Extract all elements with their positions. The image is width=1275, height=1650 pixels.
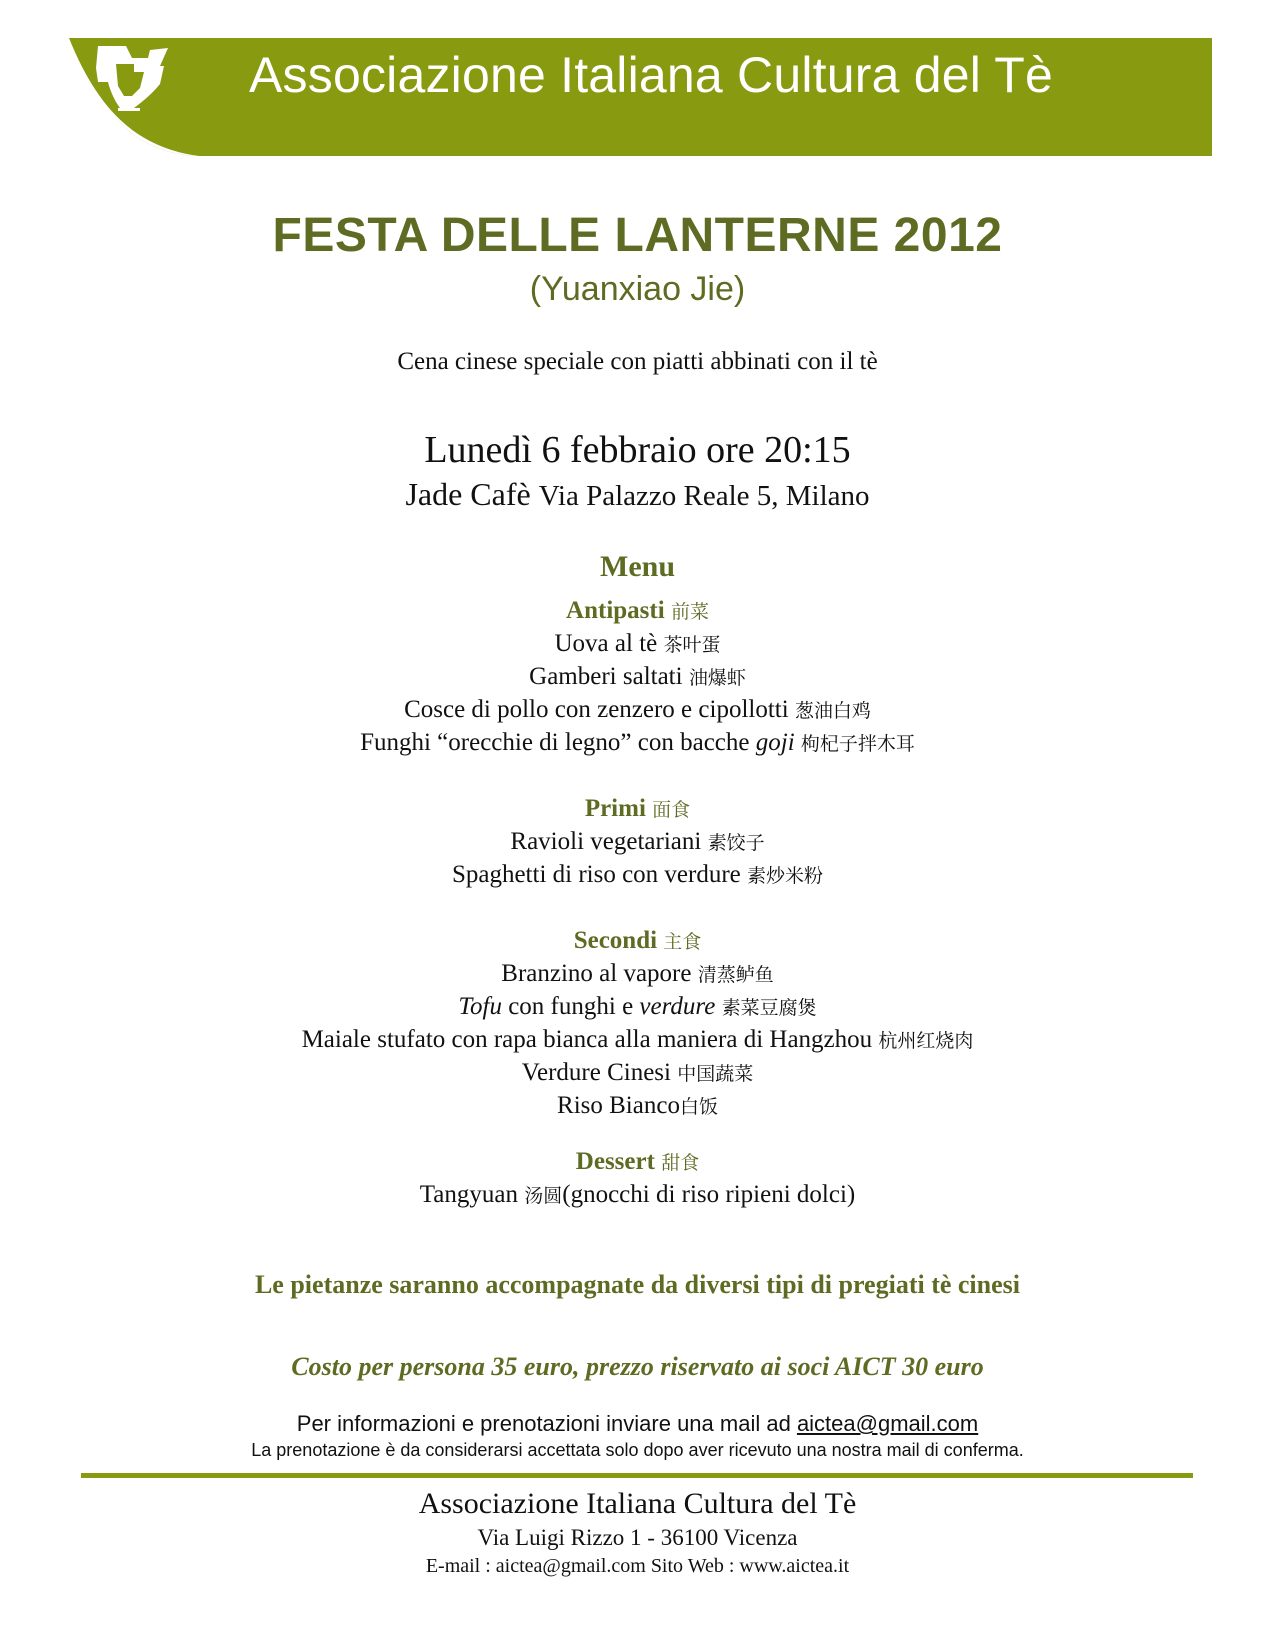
menu-item bbox=[0, 1056, 1275, 1089]
menu-title: Menu bbox=[600, 550, 675, 583]
menu-section-antipasti bbox=[0, 594, 1275, 759]
section-name-cn: 甜食 bbox=[661, 1152, 700, 1174]
dish-name: Verdure Cinesi bbox=[521, 1059, 671, 1086]
menu-item bbox=[0, 825, 1275, 858]
footer-contacts: E-mail : aictea@gmail.com Sito Web : www.aictea.it bbox=[425, 1555, 850, 1577]
dish-name-cn: 清蒸鲈鱼 bbox=[697, 964, 774, 986]
section-name: Dessert bbox=[575, 1148, 655, 1175]
header-banner bbox=[44, 38, 1212, 156]
dish-name: Uova al tè bbox=[554, 630, 658, 657]
menu-item bbox=[0, 693, 1275, 726]
dish-name-italic-prefix: Tofu bbox=[458, 993, 502, 1020]
dish-name: Tangyuan bbox=[419, 1181, 518, 1208]
dish-name-cn: 汤圆 bbox=[524, 1185, 563, 1207]
section-heading bbox=[0, 792, 1275, 825]
menu-section-secondi bbox=[0, 924, 1275, 1122]
tea-pairing-note: Le pietanze saranno accompagnate da diversi tipi di pregiati tè cinesi bbox=[254, 1270, 1021, 1299]
event-intro: Cena cinese speciale con piatti abbinati con il tè bbox=[397, 348, 878, 375]
booking-info-text: Per informazioni e prenotazioni inviare una mail ad bbox=[296, 1411, 791, 1436]
dish-name-cn: 素饺子 bbox=[707, 832, 765, 854]
dish-name: Maiale stufato con rapa bianca alla maniera di Hangzhou bbox=[301, 1026, 873, 1053]
menu-item bbox=[0, 726, 1275, 759]
footer-address: Via Luigi Rizzo 1 - 36100 Vicenza bbox=[477, 1525, 798, 1550]
booking-info bbox=[0, 1411, 1275, 1437]
dish-name: Riso Bianco bbox=[557, 1092, 680, 1119]
dish-name-cn: 素菜豆腐煲 bbox=[721, 997, 817, 1019]
section-name: Primi bbox=[584, 795, 646, 822]
menu-section-primi bbox=[0, 792, 1275, 891]
menu-item bbox=[0, 1089, 1275, 1122]
booking-confirmation-note: La prenotazione è da considerarsi accettata solo dopo aver ricevuto una nostra mail di conferma. bbox=[251, 1440, 1024, 1460]
menu-item bbox=[0, 1023, 1275, 1056]
menu-item bbox=[0, 1178, 1275, 1211]
dish-name: Ravioli vegetariani bbox=[510, 828, 702, 855]
menu-section-dessert bbox=[0, 1145, 1275, 1211]
section-name: Secondi bbox=[573, 927, 658, 954]
event-venue bbox=[0, 476, 1275, 513]
dish-name-italic: goji bbox=[755, 729, 795, 756]
dish-name: Spaghetti di riso con verdure bbox=[451, 861, 741, 888]
dish-name: Funghi “orecchie di legno” con bacche bbox=[360, 729, 750, 756]
dish-name-cn: 葱油白鸡 bbox=[794, 700, 871, 722]
dish-name-cn: 中国蔬菜 bbox=[677, 1063, 754, 1085]
dish-name: Gamberi saltati bbox=[529, 663, 683, 690]
dish-name-cn: 茶叶蛋 bbox=[663, 634, 721, 656]
section-name-cn: 主食 bbox=[663, 931, 702, 953]
section-name: Antipasti bbox=[566, 597, 665, 624]
menu-item bbox=[0, 627, 1275, 660]
venue-name: Jade Cafè bbox=[405, 476, 531, 512]
section-heading bbox=[0, 1145, 1275, 1178]
footer-org-name: Associazione Italiana Cultura del Tè bbox=[418, 1487, 857, 1520]
price-line: Costo per persona 35 euro, prezzo riservato ai soci AICT 30 euro bbox=[291, 1352, 984, 1381]
dish-name-cn: 白饭 bbox=[679, 1096, 718, 1118]
venue-address: Via Palazzo Reale 5, Milano bbox=[538, 480, 870, 512]
menu-item bbox=[0, 660, 1275, 693]
teapot-logo-icon bbox=[44, 38, 244, 156]
dish-description: (gnocchi di riso ripieni dolci) bbox=[562, 1181, 856, 1208]
dish-name-cn: 枸杞子拌木耳 bbox=[800, 733, 915, 755]
dish-name: Branzino al vapore bbox=[501, 960, 692, 987]
menu-item bbox=[0, 858, 1275, 891]
event-title: FESTA DELLE LANTERNE 2012 bbox=[272, 209, 1003, 262]
footer-divider bbox=[81, 1473, 1193, 1478]
dish-name-italic: verdure bbox=[639, 993, 716, 1020]
event-date: Lunedì 6 febbraio ore 20:15 bbox=[424, 429, 851, 471]
section-name-cn: 面食 bbox=[652, 799, 691, 821]
dish-name-cn: 杭州红烧肉 bbox=[878, 1030, 974, 1052]
event-subtitle: (Yuanxiao Jie) bbox=[529, 270, 746, 308]
section-name-cn: 前菜 bbox=[670, 601, 709, 623]
dish-name-cn: 素炒米粉 bbox=[747, 865, 824, 887]
booking-email-link[interactable]: aictea@gmail.com bbox=[796, 1411, 979, 1436]
banner-title: Associazione Italiana Cultura del Tè bbox=[249, 47, 1053, 103]
section-heading bbox=[0, 924, 1275, 957]
section-heading bbox=[0, 594, 1275, 627]
dish-name-cn: 油爆虾 bbox=[688, 667, 746, 689]
menu-item bbox=[0, 957, 1275, 990]
dish-name: Cosce di pollo con zenzero e cipollotti bbox=[404, 696, 789, 723]
dish-name: con funghi e bbox=[508, 993, 634, 1020]
menu-item bbox=[0, 990, 1275, 1023]
